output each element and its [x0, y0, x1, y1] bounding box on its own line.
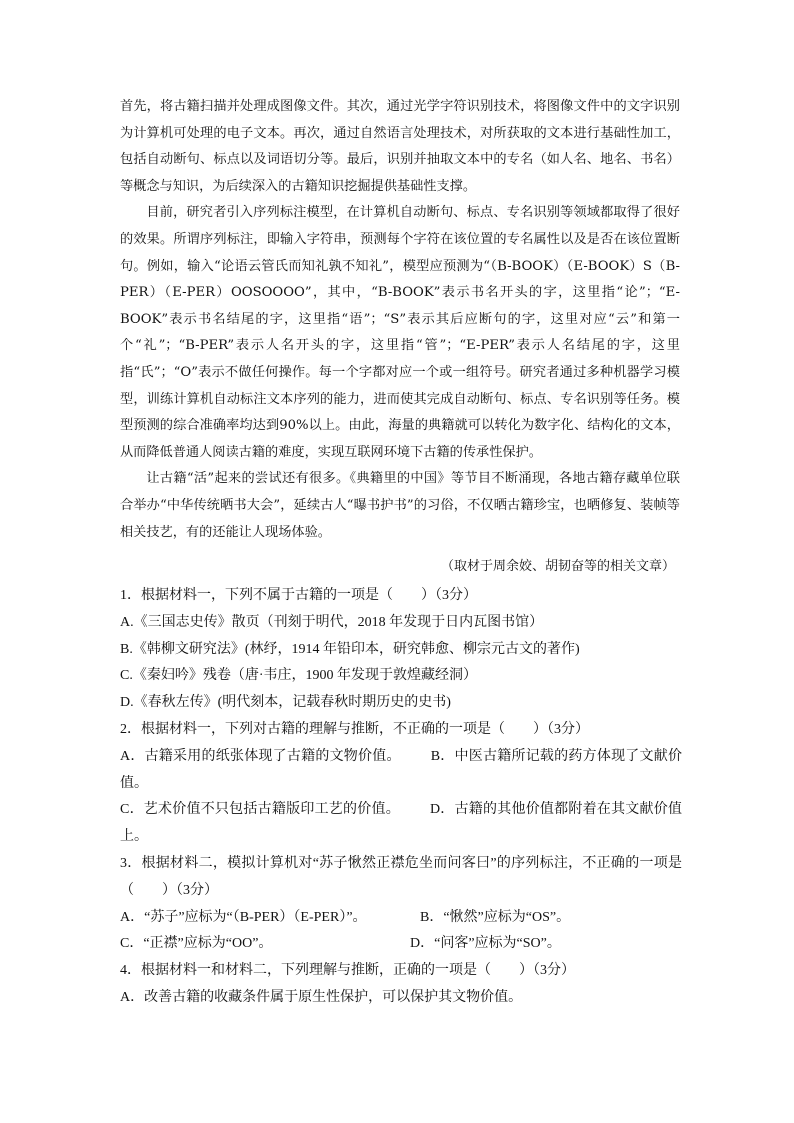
reading-passage	[120, 94, 680, 546]
question-1-stem: 1．根据材料一，下列不属于古籍的一项是（ ）（3分）	[120, 588, 477, 603]
passage-paragraph-2: 目前，研究者引入序列标注模型，在计算机自动断句、标点、专名识别等领域都取得了很好的效果。所谓序列标注，即输入字符串，预测每个字符在该位置的专名属性以及是否在该位置断句。例如，输入“论语云管氏而知礼孰不知礼”，模型应预测为“（B-BOOK）（E-BOOK）S（B-PER）（E-PER）OOSOOOO”，其中，“B-BOOK”表示书名开头的字，这里指“论”；“E-BOOK”表示书名结尾的字，这里指“语”；“S”表示其后应断句的字，这里对应“云”和第一个“礼”；“B-PER”表示人名开头的字，这里指“管”；“E-PER”表示人名结尾的字，这里指“氏”；“O”表示不做任何操作。每一个字都对应一个或一组符号。研究者通过多种机器学习模型，训练计算机自动标注文本序列的能力，进而使其完成自动断句、标点、专名识别等任务。模型预测的综合准确率均达到90%以上。由此，海量的典籍就可以转化为数字化、结构化的文本，从而降低普通人阅读古籍的难度，实现互联网环境下古籍的传承性保护。	[120, 205, 680, 460]
question-1-option-d: D.《春秋左传》(明代刻本，记载春秋时期历史的史书)	[120, 695, 451, 711]
question-2-options-ab	[120, 744, 682, 798]
question-2-options-cd	[120, 797, 682, 851]
question-3-options-ab	[120, 905, 682, 932]
passage-source: （取材于周余姣、胡韧奋等的相关文章）	[440, 559, 675, 574]
question-2-option-d: D．古籍的其他价值都附着在其文献价值上。	[120, 802, 683, 845]
question-1-option-b: B.《韩柳文研究法》(林纾，1914 年铅印本，研究韩愈、柳宗元古文的著作)	[120, 641, 580, 657]
question-3-option-d: D．“问客”应标为“SO”。	[410, 936, 561, 952]
question-2-option-b: B．中医古籍所记载的药方体现了文献价值。	[120, 748, 682, 791]
question-2-option-a: A．古籍采用的纸张体现了古籍的文物价值。	[120, 748, 401, 764]
question-3-option-c: C．“正襟”应标为“OO”。	[120, 936, 273, 952]
question-1-option-a: A.《三国志史传》散页（刊刻于明代，2018 年发现于日内瓦图书馆）	[120, 614, 544, 630]
question-4-option-a: A．改善古籍的收藏条件属于原生性保护，可以保护其文物价值。	[120, 989, 523, 1005]
question-list	[120, 583, 682, 1012]
question-3-stem: 3．根据材料二，模拟计算机对“苏子愀然正襟危坐而问客曰”的序列标注，不正确的一项是（ ）（3分）	[120, 855, 682, 898]
question-3-options-cd	[120, 931, 682, 958]
question-2-option-c: C．艺术价值不只包括古籍版印工艺的价值。	[120, 802, 400, 818]
question-3-option-b: B．“愀然”应标为“OS”。	[420, 909, 571, 925]
question-1-option-c: C.《秦妇吟》残卷（唐·韦庄，1900 年发现于敦煌藏经洞）	[120, 668, 477, 684]
question-2-stem: 2．根据材料一，下列对古籍的理解与推断，不正确的一项是（ ）（3分）	[120, 721, 589, 737]
question-4-stem: 4．根据材料一和材料二，下列理解与推断，正确的一项是（ ）（3分）	[120, 963, 575, 979]
passage-paragraph-1: 首先，将古籍扫描并处理成图像文件。其次，通过光学字符识别技术，将图像文件中的文字识别为计算机可处理的电子文本。再次，通过自然语言处理技术，对所获取的文本进行基础性加工，包括自动断句、标点以及词语切分等。最后，识别并抽取文本中的专名（如人名、地名、书名）等概念与知识，为后续深入的古籍知识挖掘提供基础性支撑。	[120, 99, 680, 194]
question-3-option-a: A．“苏子”应标为“（B-PER）（E-PER）”。	[120, 909, 367, 925]
passage-paragraph-3: 让古籍“活”起来的尝试还有很多。《典籍里的中国》等节目不断涌现，各地古籍存藏单位联合举办“中华传统晒书大会”，延续古人“曝书护书”的习俗，不仅晒古籍珍宝，也晒修复、装帧等相关技艺，有的还能让人现场体验。	[120, 471, 680, 540]
